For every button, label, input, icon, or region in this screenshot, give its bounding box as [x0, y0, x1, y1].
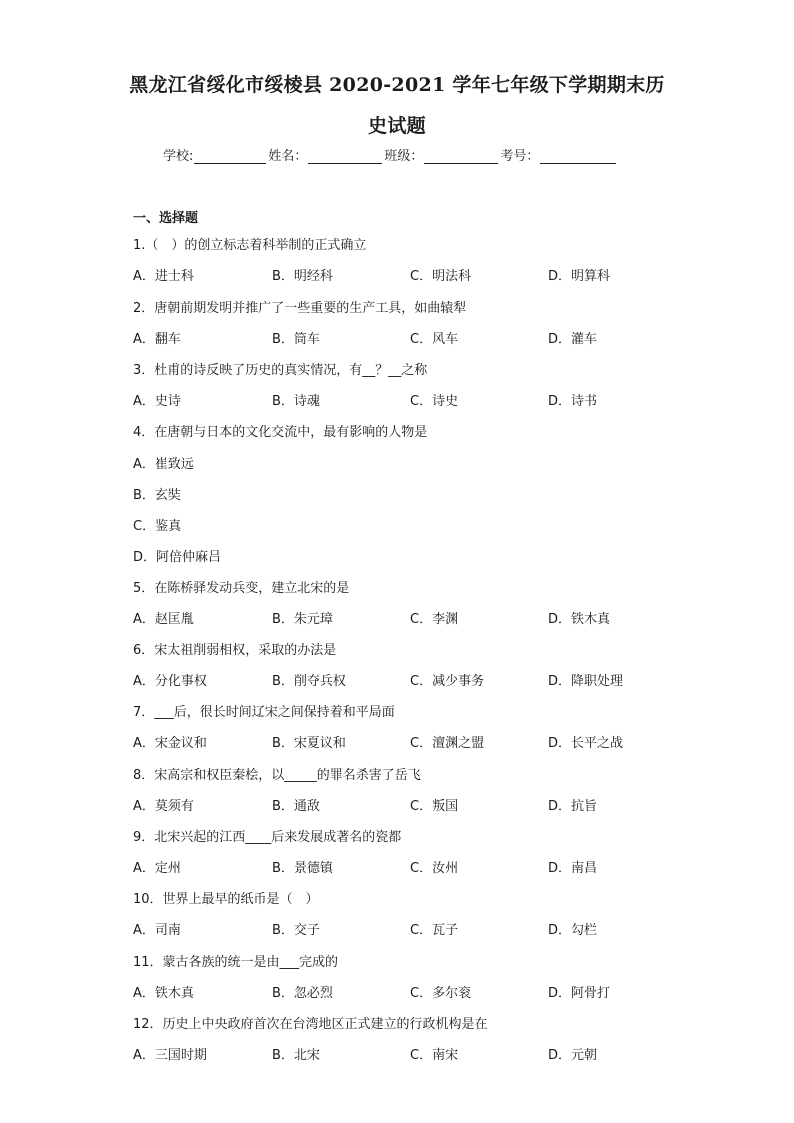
- question-6: 6．宋太祖削弱相权，采取的办法是: [133, 643, 337, 658]
- option-c[interactable]: C．汝州: [410, 861, 459, 876]
- name-blank[interactable]: [308, 149, 382, 164]
- option-a[interactable]: A．铁木真: [133, 986, 194, 1001]
- option-d[interactable]: D．抗旨: [548, 799, 598, 814]
- option-a[interactable]: A．史诗: [133, 394, 181, 409]
- option-b[interactable]: B．筒车: [272, 332, 320, 347]
- option-c[interactable]: C．南宋: [410, 1048, 459, 1063]
- option-a[interactable]: A．三国时期: [133, 1048, 207, 1063]
- question-5: 5．在陈桥驿发动兵变，建立北宋的是: [133, 581, 350, 596]
- question-2: 2．唐朝前期发明并推广了一些重要的生产工具，如曲辕犁: [133, 301, 467, 316]
- option-c[interactable]: C．明法科: [410, 269, 472, 284]
- option-b[interactable]: B．宋夏议和: [272, 736, 346, 751]
- class-blank[interactable]: [424, 149, 498, 164]
- option-a[interactable]: A．宋金议和: [133, 736, 207, 751]
- option-b[interactable]: B．忽必烈: [272, 986, 333, 1001]
- option-d[interactable]: D．阿倍仲麻吕: [133, 550, 222, 565]
- option-a[interactable]: A．司南: [133, 923, 181, 938]
- options-2: [133, 328, 693, 346]
- option-b[interactable]: B．削夺兵权: [272, 674, 346, 689]
- option-a[interactable]: A．定州: [133, 861, 181, 876]
- question-3: 3．杜甫的诗反映了历史的真实情况，有__？__之称: [133, 363, 428, 378]
- option-a[interactable]: A．进士科: [133, 269, 194, 284]
- number-blank[interactable]: [540, 149, 616, 164]
- option-c[interactable]: C．诗史: [410, 394, 459, 409]
- option-b[interactable]: B．景德镇: [272, 861, 333, 876]
- question-10: 10．世界上最早的纸币是（ ）: [133, 892, 319, 907]
- option-c[interactable]: C．鉴真: [133, 519, 182, 534]
- student-info-line: [163, 145, 618, 164]
- option-a[interactable]: A．翻车: [133, 332, 181, 347]
- option-c[interactable]: C．减少事务: [410, 674, 485, 689]
- question-4: 4．在唐朝与日本的文化交流中，最有影响的人物是: [133, 425, 428, 440]
- option-b[interactable]: B．朱元璋: [272, 612, 333, 627]
- question-11: 11．蒙古各族的统一是由___完成的: [133, 955, 339, 970]
- options-11: [133, 982, 693, 1000]
- question-8: 8．宋高宗和权臣秦桧，以_____的罪名杀害了岳飞: [133, 768, 421, 783]
- class-label: 班级：: [384, 149, 424, 164]
- option-d[interactable]: D．灌车: [548, 332, 598, 347]
- option-d[interactable]: D．长平之战: [548, 736, 624, 751]
- option-d[interactable]: D．铁木真: [548, 612, 611, 627]
- section-heading: 一、选择题: [133, 211, 199, 226]
- question-1: 1.（ ）的创立标志着科举制的正式确立: [133, 238, 367, 253]
- option-b[interactable]: B．通敌: [272, 799, 320, 814]
- options-7: [133, 732, 693, 750]
- option-b[interactable]: B．玄奘: [133, 488, 181, 503]
- option-c[interactable]: C．叛国: [410, 799, 459, 814]
- question-12: 12．历史上中央政府首次在台湾地区正式建立的行政机构是在: [133, 1017, 488, 1032]
- option-c[interactable]: C．瓦子: [410, 923, 459, 938]
- option-c[interactable]: C．多尔衮: [410, 986, 472, 1001]
- options-6: [133, 670, 693, 688]
- option-d[interactable]: D．勾栏: [548, 923, 598, 938]
- option-d[interactable]: D．南昌: [548, 861, 598, 876]
- options-1: [133, 265, 693, 283]
- question-9: 9．北宋兴起的江西____后来发展成著名的瓷都: [133, 830, 402, 845]
- option-b[interactable]: B．诗魂: [272, 394, 320, 409]
- option-b[interactable]: B．北宋: [272, 1048, 320, 1063]
- option-a[interactable]: A．莫须有: [133, 799, 194, 814]
- option-d[interactable]: D．元朝: [548, 1048, 598, 1063]
- school-blank[interactable]: [194, 149, 266, 164]
- option-a[interactable]: A．崔致远: [133, 457, 194, 472]
- options-10: [133, 919, 693, 937]
- option-d[interactable]: D．诗书: [548, 394, 598, 409]
- options-8: [133, 795, 693, 813]
- option-c[interactable]: C．李渊: [410, 612, 459, 627]
- question-7: 7．___后，很长时间辽宋之间保持着和平局面: [133, 705, 395, 720]
- options-5: [133, 608, 693, 626]
- title-line-2: 史试题: [368, 115, 426, 137]
- name-label: 姓名：: [268, 149, 308, 164]
- title-line-1: 黑龙江省绥化市绥棱县 2020-2021 学年七年级下学期期末历: [129, 74, 665, 96]
- option-d[interactable]: D．降职处理: [548, 674, 624, 689]
- school-label: 学校:: [163, 149, 194, 164]
- option-b[interactable]: B．明经科: [272, 269, 333, 284]
- option-c[interactable]: C．风车: [410, 332, 459, 347]
- option-d[interactable]: D．明算科: [548, 269, 611, 284]
- option-a[interactable]: A．赵匡胤: [133, 612, 194, 627]
- number-label: 考号：: [500, 149, 540, 164]
- option-a[interactable]: A．分化事权: [133, 674, 207, 689]
- option-b[interactable]: B．交子: [272, 923, 320, 938]
- options-3: [133, 390, 693, 408]
- option-c[interactable]: C．澶渊之盟: [410, 736, 485, 751]
- options-9: [133, 857, 693, 875]
- option-d[interactable]: D．阿骨打: [548, 986, 611, 1001]
- options-12: [133, 1044, 693, 1062]
